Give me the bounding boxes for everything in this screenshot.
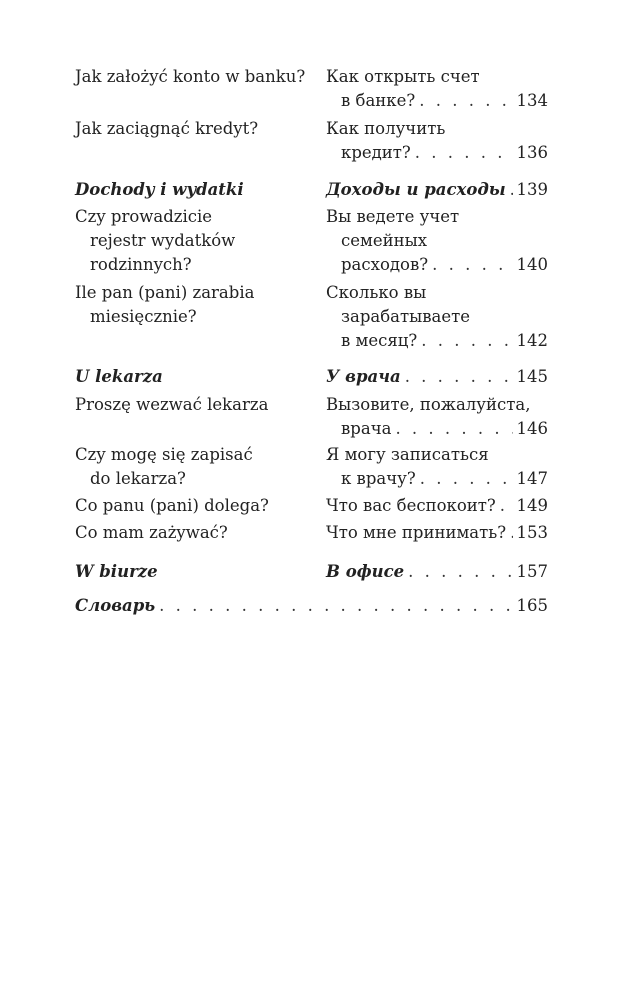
pl-line: rodzinnych? [90, 255, 192, 274]
toc-entry-ru [326, 205, 548, 277]
ru-line: врача [341, 419, 392, 438]
pl-line: Czy mogę się zapisać [75, 445, 253, 464]
ru-leader-line [326, 89, 548, 113]
dot-leader [510, 178, 513, 202]
pl-line: rejestr wydatków [90, 231, 236, 250]
ru-line: Вызовите, пожалуйста, [326, 395, 531, 414]
ru-line: В офисе [326, 562, 405, 581]
dictionary-entry [75, 594, 548, 618]
page-number: 139 [516, 180, 548, 199]
page-number: 134 [516, 91, 548, 110]
ru-line: Я могу записаться [326, 445, 489, 464]
pl-line: Ile pan (pani) zarabia [75, 283, 255, 302]
ru-line: семейных [341, 231, 428, 250]
dot-leader [432, 253, 512, 277]
page-number: 153 [516, 523, 548, 542]
ru-leader-line [326, 560, 548, 584]
ru-leader-line [326, 329, 548, 353]
toc-entry-pl [75, 117, 310, 141]
pl-line: Dochody i wydatki [75, 180, 244, 199]
dictionary-leader-line [75, 594, 548, 618]
ru-leader-line [326, 521, 548, 545]
toc-entry-ru [326, 281, 548, 353]
page-number: 157 [516, 562, 548, 581]
page-number: 149 [516, 496, 548, 515]
pl-line: Co panu (pani) dolega? [75, 496, 269, 515]
toc-entry-ru [326, 117, 548, 165]
ru-line: Что мне принимать? [326, 523, 507, 542]
ru-line: в банке? [341, 91, 416, 110]
page-number: 147 [516, 469, 548, 488]
toc-entry-ru [326, 65, 548, 113]
pl-line: W biurze [75, 562, 158, 581]
pl-line: Jak zaciągnąć kredyt? [75, 119, 259, 138]
toc-entry-pl [75, 205, 310, 277]
dictionary-label: Словарь [75, 596, 156, 615]
ru-line: Сколько вы [326, 283, 427, 302]
ru-leader-line [326, 178, 548, 202]
toc-entry-ru [326, 521, 548, 545]
toc-entry-pl [75, 393, 310, 417]
page-number: 140 [516, 255, 548, 274]
dot-leader [159, 594, 512, 618]
section-heading-pl [75, 560, 310, 584]
dot-leader [405, 365, 513, 389]
ru-line: к врачу? [341, 469, 416, 488]
pl-line: Co mam zażywać? [75, 523, 228, 542]
dot-leader [420, 467, 513, 491]
pl-line: do lekarza? [90, 469, 186, 488]
ru-line: кредит? [341, 143, 411, 162]
ru-line: Вы ведете учет [326, 207, 460, 226]
toc-entry-pl [75, 281, 310, 329]
toc-entry-ru [326, 393, 548, 441]
ru-leader-line [326, 467, 548, 491]
dot-leader [500, 494, 513, 518]
dot-leader [510, 521, 512, 545]
ru-line: расходов? [341, 255, 429, 274]
pl-line: Proszę wezwać lekarza [75, 395, 269, 414]
ru-line: Что вас беспокоит? [326, 496, 496, 515]
toc-entry-ru [326, 443, 548, 491]
ru-leader-line [326, 417, 548, 441]
page-number: 136 [516, 143, 548, 162]
page-number: 142 [516, 331, 548, 350]
toc-entry-ru [326, 494, 548, 518]
toc-entry-pl [75, 443, 310, 491]
pl-line: miesięcznie? [90, 307, 197, 326]
dot-leader [408, 560, 512, 584]
pl-line: U lekarza [75, 367, 163, 386]
toc-entry-pl [75, 65, 310, 89]
page-number: 165 [516, 596, 548, 615]
toc-entry-pl [75, 521, 310, 545]
ru-line: У врача [326, 367, 401, 386]
ru-line: Как открыть счет [326, 67, 480, 86]
ru-line: зарабатываете [341, 307, 471, 326]
dot-leader [421, 329, 512, 353]
page-number: 145 [516, 367, 548, 386]
page-number: 146 [516, 419, 548, 438]
section-heading-ru [326, 560, 548, 584]
dot-leader [419, 89, 512, 113]
ru-line: в месяц? [341, 331, 418, 350]
section-heading-ru [326, 365, 548, 389]
section-heading-pl [75, 178, 310, 202]
pl-line: Czy prowadzicie [75, 207, 213, 226]
dot-leader [395, 417, 512, 441]
ru-leader-line [326, 141, 548, 165]
section-heading-pl [75, 365, 310, 389]
pl-line: Jak założyć konto w banku? [75, 67, 306, 86]
ru-leader-line [326, 253, 548, 277]
ru-leader-line [326, 494, 548, 518]
dot-leader [415, 141, 513, 165]
ru-line: Как получить [326, 119, 446, 138]
ru-leader-line [326, 365, 548, 389]
toc-entry-pl [75, 494, 310, 518]
section-heading-ru [326, 178, 548, 202]
ru-line: Доходы и расходы [326, 180, 506, 199]
